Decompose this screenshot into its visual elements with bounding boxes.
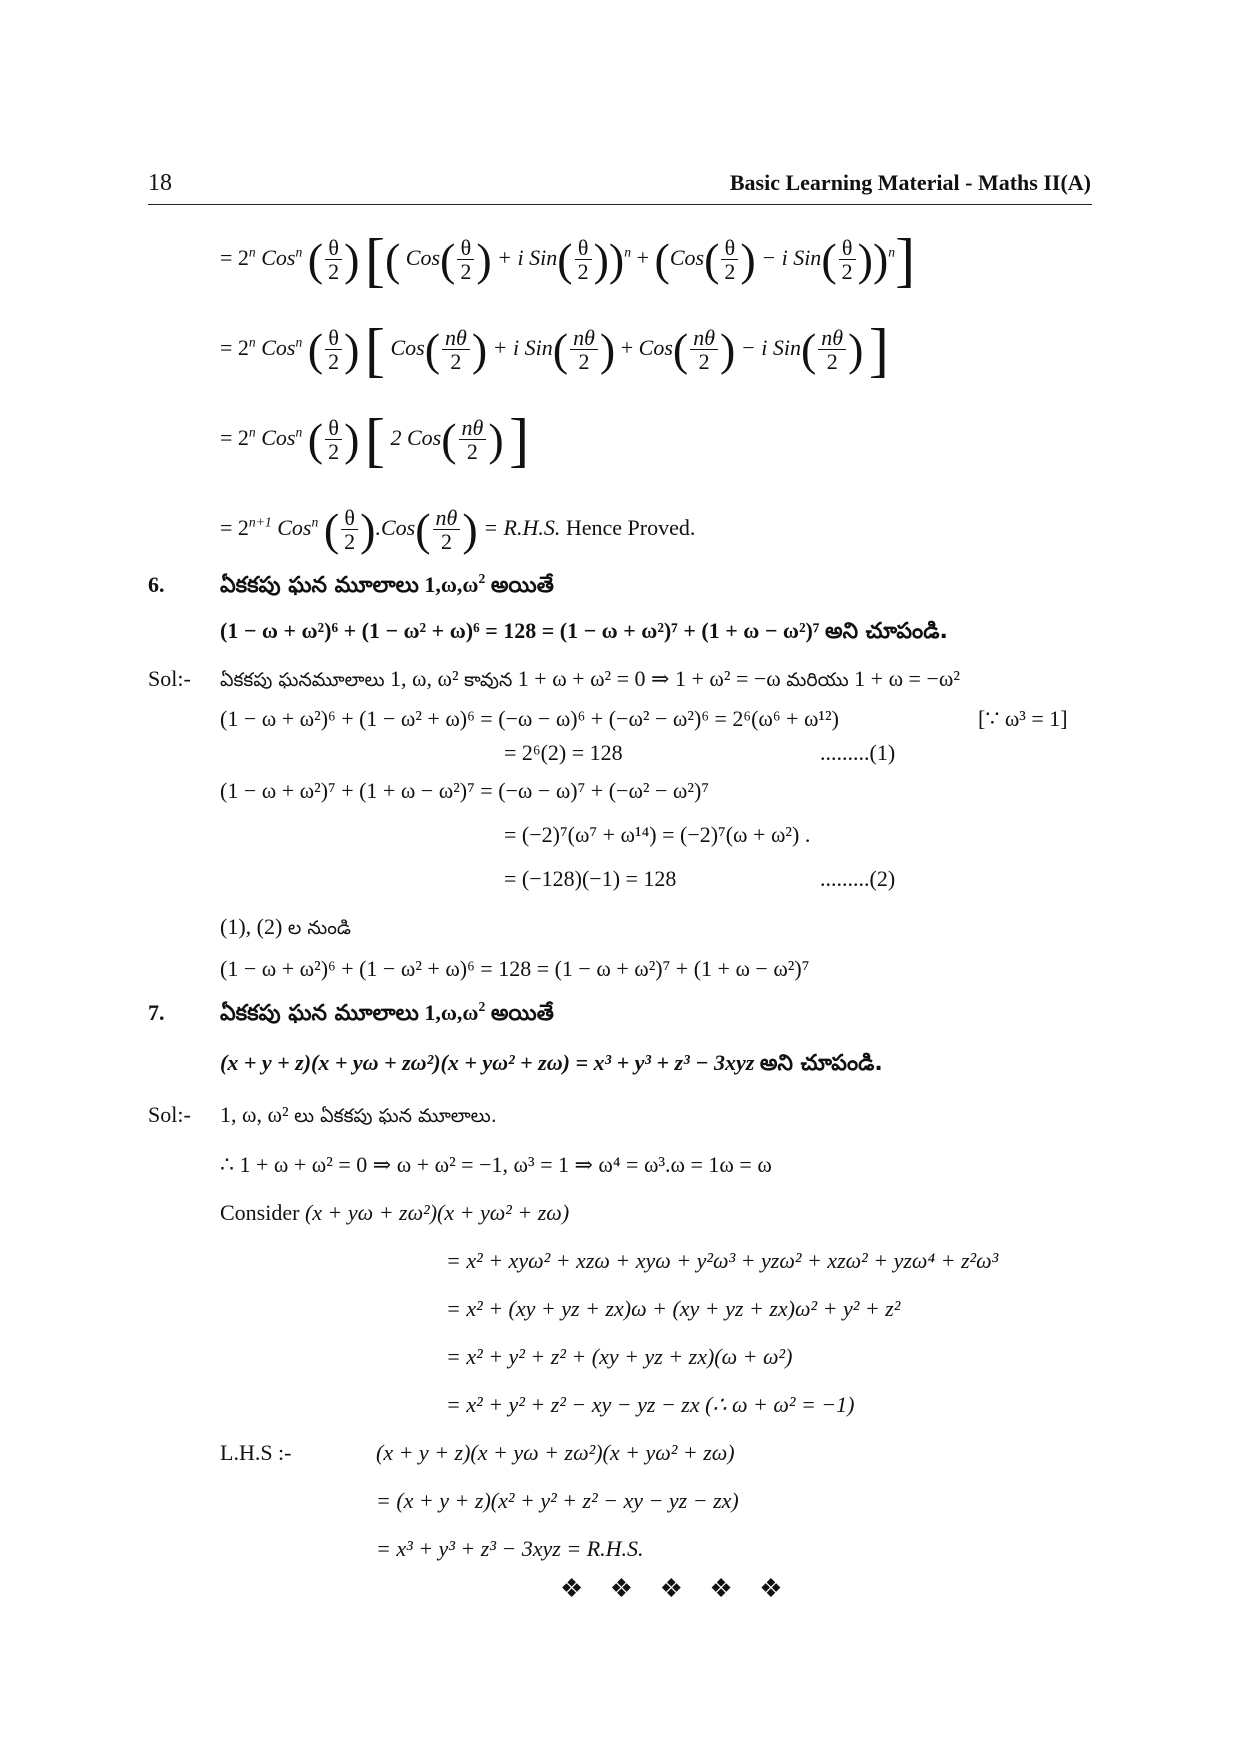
question-7-line-2: (x + y + z)(x + yω + zω²)(x + yω² + zω) = x³ + y³ + z³ − 3xyz అని చూపండి. [220,1050,883,1076]
solution-7-line-4: = x² + xyω² + xzω + xyω + y²ω³ + yzω² + xzω² + yzω⁴ + z²ω³ [446,1248,999,1273]
running-title: Basic Learning Material - Maths II(A) [729,170,1091,195]
solution-6-line-5: = (−2)⁷(ω⁷ + ω¹⁴) = (−2)⁷(ω + ω²) . [504,822,811,847]
solution-7-line-7: = x² + y² + z² − xy − yz − zx (∴ ω + ω² = −1) [446,1392,855,1417]
proof-line-2: = $2^n$ Cos$^n$ ( $\frac{\theta}{2}$ ) [ Cos( $\frac{n\theta}{2}$ ) + i Sin( $\frac{n\theta}{2}$ ) + Cos( $\frac{n\theta}{2}$ ) − i Sin( $\frac{n\theta}{2}$ ) ] [220,317,889,384]
solution-7-line-5: = x² + (xy + yz + zx)ω + (xy + yz + zx)ω² + y² + z² [446,1296,901,1321]
question-6-line-1: ఏకకపు ఘన మూలాలు $1,\omega,\omega^2$ అయితే [220,571,554,598]
solution-7-line-8: (x + y + z)(x + yω + zω²)(x + yω² + zω) [376,1440,735,1465]
lhs-label: L.H.S :- [220,1440,292,1465]
solution-6-tag-1: .........(1) [820,740,896,765]
question-6-line-2: (1 − ω + ω²)⁶ + (1 − ω² + ω)⁶ = 128 = (1 − ω + ω²)⁷ + (1 + ω − ω²)⁷ అని చూపండి. [220,618,948,644]
solution-6-line-4: (1 − ω + ω²)⁷ + (1 + ω − ω²)⁷ = (−ω − ω)⁷ + (−ω² − ω²)⁷ [220,778,709,803]
proof-line-3: = $2^n$ Cos$^n$ ( $\frac{\theta}{2}$ ) [ 2 Cos( $\frac{n\theta}{2}$ ) ] [220,407,530,474]
solution-7-line-2: ∴ 1 + ω + ω² = 0 ⇒ ω + ω² = −1, ω³ = 1 ⇒ ω⁴ = ω³.ω = 1ω = ω [220,1152,772,1177]
solution-6-line-6: = (−128)(−1) = 128 [504,866,677,891]
solution-7-line-6: = x² + y² + z² + (xy + yz + zx)(ω + ω²) [446,1344,793,1369]
proof-line-1: = $2^n$ Cos$^n$ ( $\frac{\theta}{2}$ ) [( Cos( $\frac{\theta}{2}$ ) + i Sin( $\frac{\theta}{2}$ ))$^n$ + (Cos( $\frac{\theta}{2}$ ) − i Sin( $\frac{\theta}{2}$ ))$^n$] [220,227,916,294]
page-number: 18 [148,170,172,196]
solution-7-line-1: 1, ω, ω² లు ఏకకపు ఘన మూలాలు. [220,1102,497,1127]
solution-7-line-10: = x³ + y³ + z³ − 3xyz = R.H.S. [376,1536,644,1561]
proof-line-4: = $2^{n+1}$ Cos$^n$ ( $\frac{\theta}{2}$ ).Cos( $\frac{n\theta}{2}$ ) = R.H.S. Hence Proved. [220,504,696,556]
solution-7-line-9: = (x + y + z)(x² + y² + z² − xy − yz − zx) [376,1488,739,1513]
solution-6-line-1: ఏకకపు ఘనమూలాలు 1, ω, ω² కావున 1 + ω + ω² = 0 ⇒ 1 + ω² = −ω మరియు 1 + ω = −ω² [220,666,960,691]
question-7-line-1: ఏకకపు ఘన మూలాలు $1,\omega,\omega^2$ అయితే [220,999,554,1026]
question-6-number: 6. [148,572,165,597]
solution-7-label: Sol:- [148,1102,191,1127]
question-7-number: 7. [148,1000,165,1025]
solution-6-label: Sol:- [148,666,191,691]
solution-7-line-3: Consider (x + yω + zω²)(x + yω² + zω) [220,1200,570,1225]
solution-6-line-2: (1 − ω + ω²)⁶ + (1 − ω² + ω)⁶ = (−ω − ω)⁶ + (−ω² − ω²)⁶ = 2⁶(ω⁶ + ω¹²) [220,706,839,731]
solution-6-line-2-note: [∵ ω³ = 1] [978,706,1068,731]
header-rule [148,204,1092,205]
solution-6-line-7: (1), (2) ల నుండి [220,914,351,939]
end-of-section-ornament: ❖ ❖ ❖ ❖ ❖ [560,1574,793,1603]
solution-6-tag-2: .........(2) [820,866,896,891]
solution-6-line-3: = 2⁶(2) = 128 [504,740,623,765]
solution-6-line-8: (1 − ω + ω²)⁶ + (1 − ω² + ω)⁶ = 128 = (1 − ω + ω²)⁷ + (1 + ω − ω²)⁷ [220,956,810,981]
